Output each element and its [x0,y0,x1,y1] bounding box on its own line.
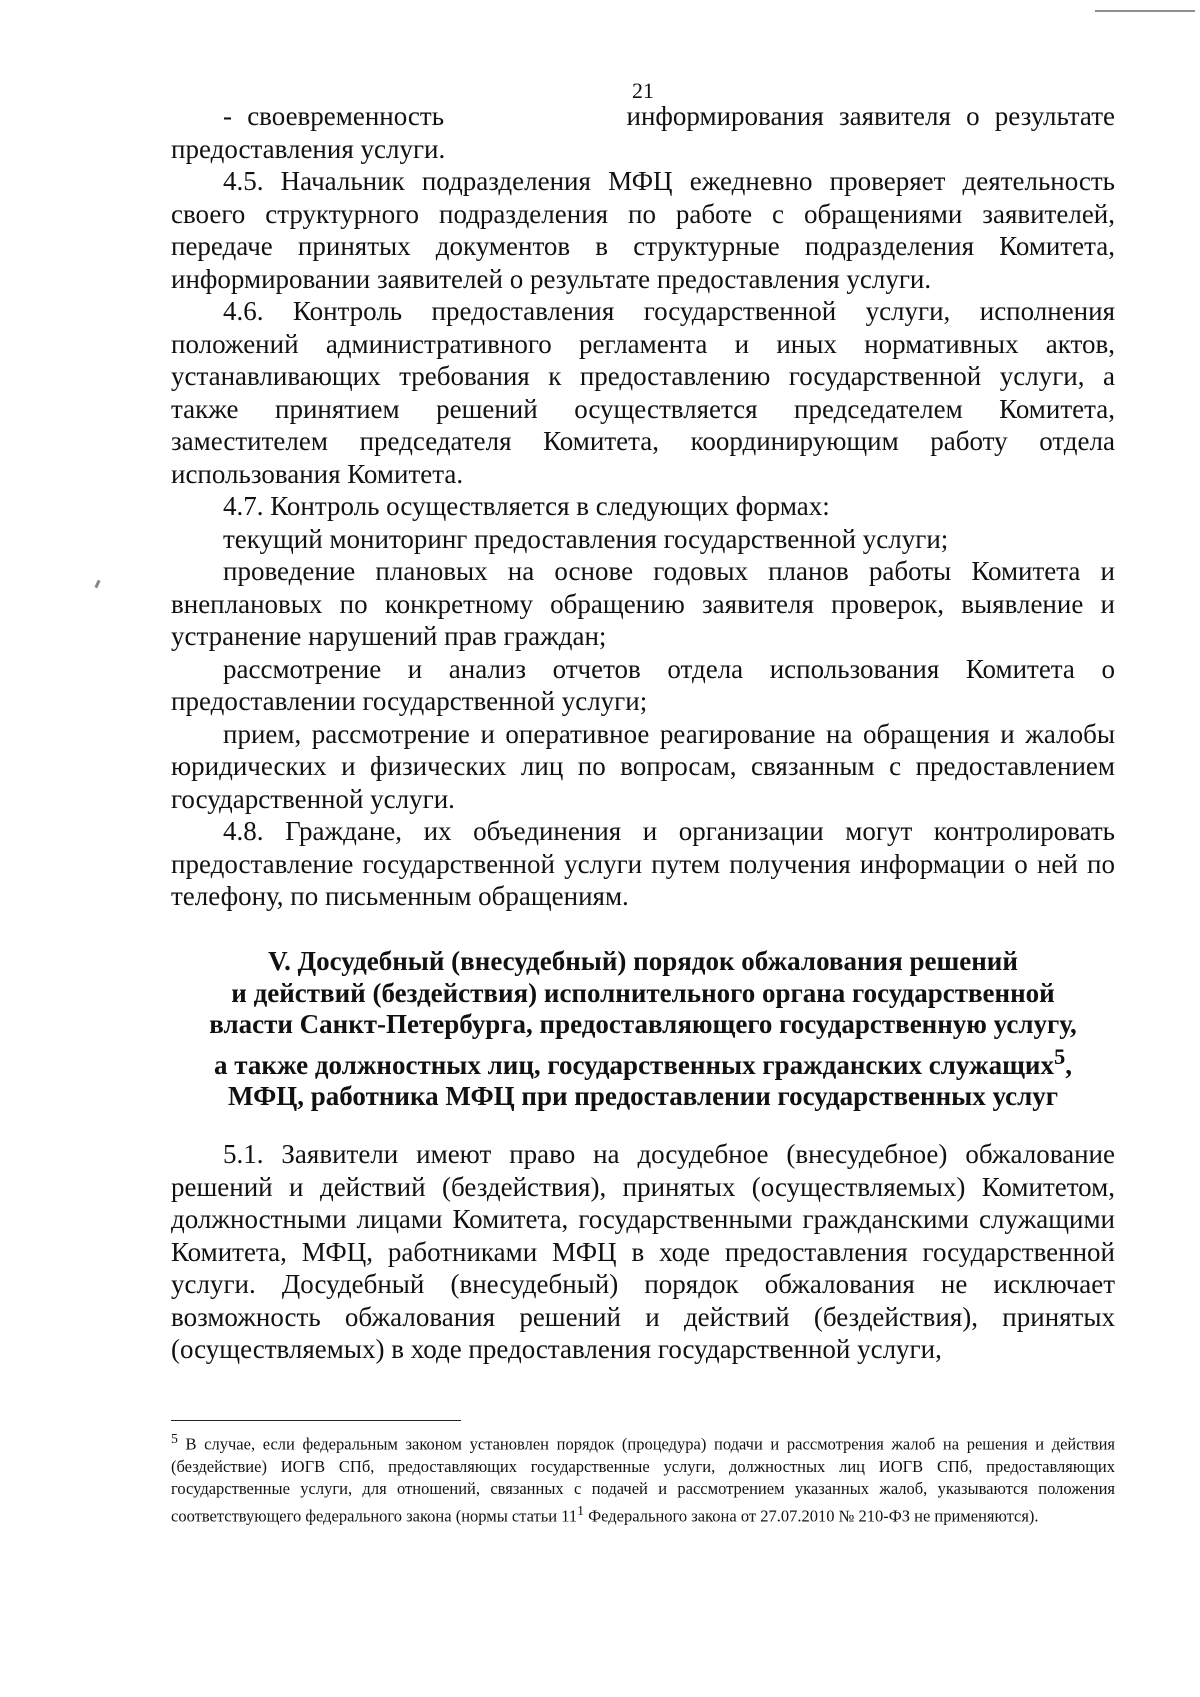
paragraph: 4.8. Граждане, их объединения и организации могут контролировать предоставление государственной услуги путем получения информации о ней по телефону, по письменным обращениям. [171,816,1115,911]
footnote-marker: 5 [171,1431,178,1446]
heading-line: власти Санкт-Петербурга, предоставляющего государственную услугу, [209,1009,1077,1039]
paragraph: - своевременность информирования заявителя о результате [223,101,1115,131]
paragraph: предоставления услуги. [171,133,446,164]
footnote-body: В случае, если федеральным законом установлен порядок (процедура) подачи и рассмотрения жалоб на решения и действия (бездействие) ИОГВ СПб, предоставляющих государственные услуги, должностных лиц ИОГВ СПб, предоставляющих государственные услуги, для отношений, связанных с подачей и рассмотрением указанных жалоб, указываются положения соответствующего федерального закона (нормы статьи 11 [171,1434,1115,1525]
page-number: 21 [632,78,654,103]
paragraph: 4.6. Контроль предоставления государственной услуги, исполнения положений административного регламента и иных нормативных актов, устанавливающих требования к предоставлению государственной услуги, а также принятием решений осуществляется председателем Комитета, заместителем председателя Комитета, координирующим работу отдела использования Комитета. [171,296,1115,489]
paragraph: прием, рассмотрение и оперативное реагирование на обращения и жалобы юридических и физических лиц по вопросам, связанным с предоставлением государственной услуги. [171,718,1115,814]
paragraph: проведение плановых на основе годовых планов работы Комитета и внеплановых по конкретному обращению заявителя проверок, выявление и устранение нарушений прав граждан; [171,556,1115,651]
footnote-text [171,1428,1115,1527]
footnote-body-end: Федерального закона от 27.07.2010 № 210-ФЗ не применяются). [584,1506,1039,1525]
heading-line [171,1041,1115,1082]
scan-artifact [94,580,100,589]
heading-line: и действий (бездействия) исполнительного органа государственной [231,977,1055,1008]
scan-artifact [1095,10,1195,16]
paragraph: рассмотрение и анализ отчетов отдела использования Комитета о предоставлении государственной услуги; [171,653,1115,716]
paragraph: текущий мониторинг предоставления государственной услуги; [223,523,949,554]
heading-punctuation: , [1065,1049,1072,1080]
paragraph: 4.7. Контроль осуществляется в следующих формах: [223,491,830,521]
paragraph: 4.5. Начальник подразделения МФЦ ежедневно проверяет деятельность своего структурного подразделения по работе с обращениями заявителей, передаче принятых документов в структурные подразделения Комитета, информировании заявителей о результате предоставления услуги. [171,166,1115,294]
section-5-body [171,1138,1115,1366]
footnote [171,1428,1115,1527]
footnote-divider [171,1420,461,1421]
footnote-superscript: 1 [577,1502,585,1518]
section-5-heading [171,946,1115,1113]
paragraph: 5.1. Заявители имеют право на досудебное (внесудебное) обжалование решений и действий (бездействия), принятых (осуществляемых) Комитетом, должностными лицами Комитета, государственными гражданскими служащими Комитета, МФЦ, работниками МФЦ в ходе предоставления государственной услуги. Досудебный (внесудебный) порядок обжалования не исключает возможность обжалования решений и действий (бездействия), принятых (осуществляемых) в ходе предоставления государственной услуги, [171,1139,1115,1364]
heading-line: V. Досудебный (внесудебный) порядок обжалования решений [268,946,1018,976]
footnote-reference: 5 [1053,1043,1066,1069]
heading-text: а также должностных лиц, государственных гражданских служащих [214,1049,1054,1080]
heading-line: МФЦ, работника МФЦ при предоставлении государственных услуг [227,1081,1059,1111]
section-4-body [171,100,1115,913]
